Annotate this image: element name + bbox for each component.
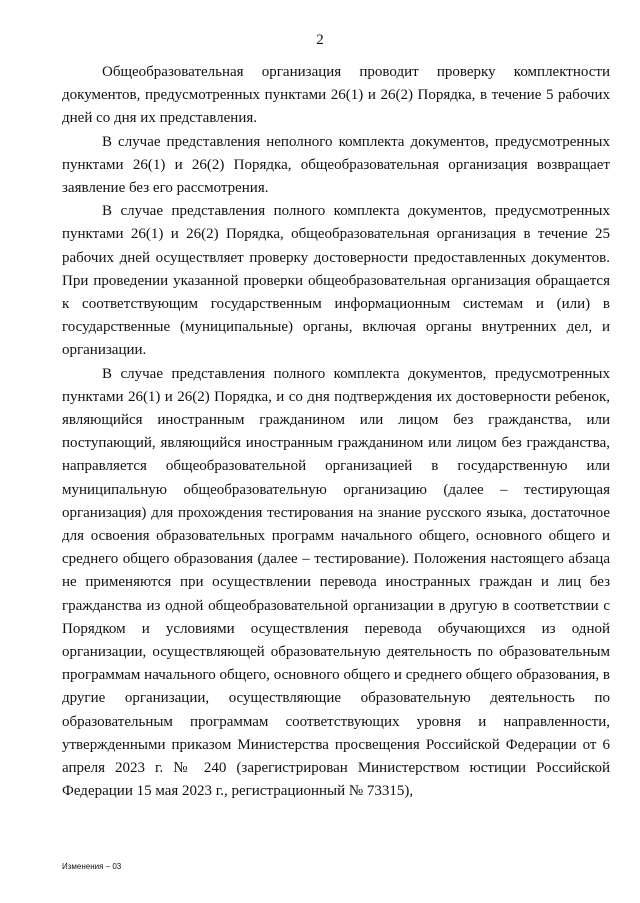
page-number: 2 xyxy=(316,32,324,48)
footer-revision-note: Изменения – 03 xyxy=(62,862,122,871)
document-body xyxy=(62,61,610,804)
paragraph-3: В случае представления полного комплекта документов, предусмотренных пунктами 26(1) и 26(2) Порядка, общеобразовательная организация в течение 25 рабочих дней осуществляет проверку достоверности предоставленных документов. При проведении указанной проверки общеобразовательная организация обращается к соответствующим государственным информационным системам и (или) в государственные (муниципальные) органы, включая органы внутренних дел, и организации. xyxy=(62,203,610,359)
paragraph-1: Общеобразовательная организация проводит проверку комплектности документов, предусмотренных пунктами 26(1) и 26(2) Порядка, в течение 5 рабочих дней со дня их представления. xyxy=(62,64,610,127)
paragraph-2: В случае представления неполного комплекта документов, предусмотренных пунктами 26(1) и 26(2) Порядка, общеобразовательная организация возвращает заявление без его рассмотрения. xyxy=(62,133,610,197)
paragraph-4: В случае представления полного комплекта документов, предусмотренных пунктами 26(1) и 26(2) Порядка, и со дня подтверждения их достоверности ребенок, являющийся иностранным гражданином или лицом без гражданства, или поступающий, являющийся иностранным гражданином или лицом без гражданства, направляется общеобразовательной организацией в государственную или муниципальную общеобразовательную организацию (далее – тестирующая организация) для прохождения тестирования на знание русского языка, достаточное для освоения образовательных программ начального общего, основного общего и среднего общего образования (далее – тестирование). Положения настоящего абзаца не применяются при осуществлении перевода иностранных граждан и лиц без гражданства из одной общеобразовательной организации в другую в соответствии с Порядком и условиями осуществления перевода обучающихся из одной организации, осуществляющей образовательную деятельность по образовательным программам начального общего, основного общего и среднего общего образования, в другие организации, осуществляющие образовательную деятельность по образовательным программам соответствующих уровня и направленности, утвержденными приказом Министерства просвещения Российской Федерации от 6 апреля 2023 г. № 240 (зарегистрирован Министерством юстиции Российской Федерации 15 мая 2023 г., регистрационный № 73315), xyxy=(62,365,610,800)
